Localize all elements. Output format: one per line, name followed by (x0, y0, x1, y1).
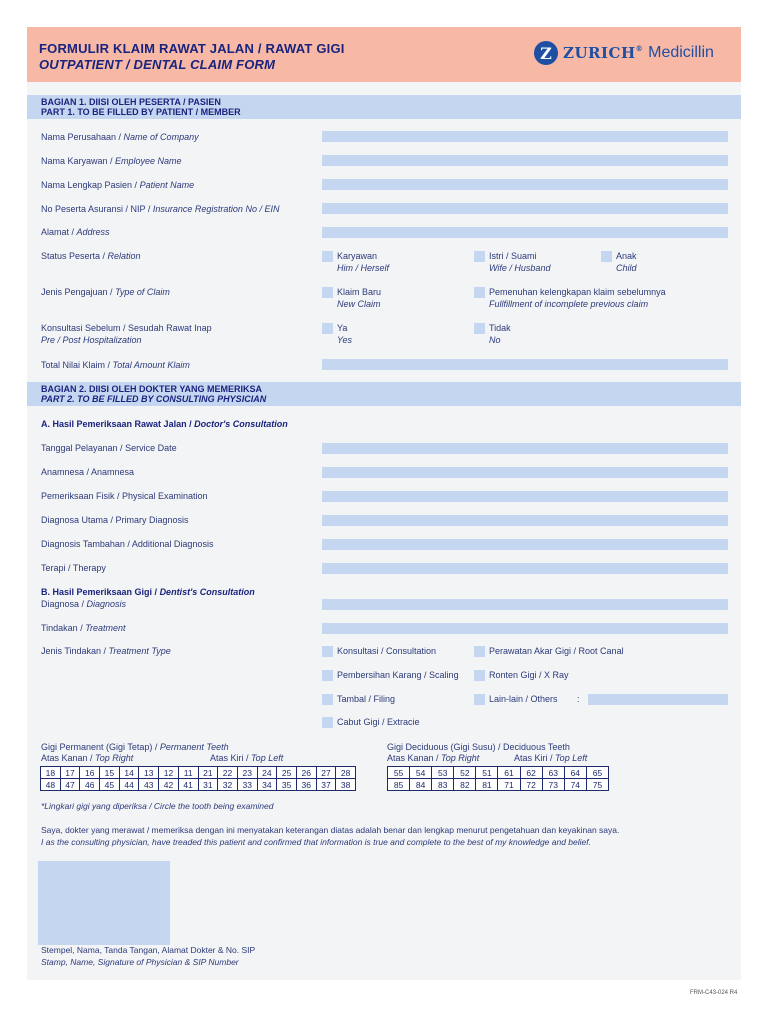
label-en: Top Right (95, 753, 134, 763)
option-id: Tidak (489, 323, 511, 333)
option-en: Fullfillment of incomplete previous claim (489, 299, 649, 309)
insurance-no-field[interactable] (322, 203, 728, 214)
therapy-field[interactable] (322, 563, 728, 574)
tooth-18[interactable]: 18 (41, 767, 61, 779)
tooth-62[interactable]: 62 (520, 767, 542, 779)
physical-exam-label: Pemeriksaan Fisik / Physical Examination (41, 491, 208, 501)
dentist-consultation-heading (41, 587, 255, 597)
label-id: No Peserta Asuransi / NIP / (41, 204, 153, 214)
scaling-label: Pembersihan Karang / Scaling (337, 670, 459, 680)
tooth-11[interactable]: 11 (178, 767, 198, 779)
filling-checkbox[interactable] (322, 694, 333, 705)
label-en: Treatment Type (108, 646, 171, 656)
tooth-22[interactable]: 22 (218, 767, 238, 779)
dental-diagnosis-field[interactable] (322, 599, 728, 610)
label-id: Atas Kiri / (210, 753, 252, 763)
tooth-16[interactable]: 16 (80, 767, 100, 779)
part1-title-en: PART 1. TO BE FILLED BY PATIENT / MEMBER (41, 107, 241, 117)
label-en: Pre / Post Hospitalization (41, 335, 142, 345)
label-id: Nama Perusahaan / (41, 132, 124, 142)
patient-name-field[interactable] (322, 179, 728, 190)
option-en: No (489, 335, 501, 345)
additional-diagnosis-label: Diagnosis Tambahan / Additional Diagnosis (41, 539, 214, 549)
claim-type-label (41, 287, 170, 297)
label-id: Tindakan / (41, 623, 86, 633)
option-en: Wife / Husband (489, 263, 551, 273)
service-date-field[interactable] (322, 443, 728, 454)
consultation-treatment-checkbox[interactable] (322, 646, 333, 657)
address-field[interactable] (322, 227, 728, 238)
physical-exam-field[interactable] (322, 491, 728, 502)
tooth-26[interactable]: 26 (296, 767, 316, 779)
tooth-45[interactable]: 45 (100, 779, 120, 791)
treatment-field[interactable] (322, 623, 728, 634)
deciduous-top-left-label (514, 753, 587, 763)
label-en: Top Left (555, 753, 588, 763)
tooth-46[interactable]: 46 (80, 779, 100, 791)
label-id: Total Nilai Klaim / (41, 360, 113, 370)
heading-en: Doctor's Consultation (194, 419, 288, 429)
label-id: Diagnosa / (41, 599, 87, 609)
part2-title-id: BAGIAN 2. DIISI OLEH DOKTER YANG MEMERIKSA (41, 384, 263, 394)
option-id: Ya (337, 323, 348, 333)
tooth-51[interactable]: 51 (476, 767, 498, 779)
label-en: Total Amount Klaim (112, 360, 190, 370)
stamp-signature-box[interactable] (38, 861, 170, 945)
doctor-consultation-heading (41, 419, 288, 429)
label-en: Address (76, 227, 110, 237)
consultation-yes-label (337, 322, 352, 346)
relation-employee-checkbox[interactable] (322, 251, 333, 262)
anamnesa-label: Anamnesa / Anamnesa (41, 467, 135, 477)
tooth-27[interactable]: 27 (316, 767, 336, 779)
tooth-38[interactable]: 38 (336, 779, 356, 791)
tooth-43[interactable]: 43 (139, 779, 159, 791)
label-en: Top Right (441, 753, 480, 763)
label-id: Jenis Tindakan / (41, 646, 109, 656)
others-checkbox[interactable] (474, 694, 485, 705)
tooth-23[interactable]: 23 (237, 767, 257, 779)
form-title-en: OUTPATIENT / DENTAL CLAIM FORM (39, 57, 276, 72)
others-label: Lain-lain / Others (489, 694, 558, 704)
new-claim-label (337, 286, 381, 310)
option-id: Anak (616, 251, 637, 261)
treatment-label (41, 623, 126, 633)
tooth-53[interactable]: 53 (432, 767, 454, 779)
tooth-25[interactable]: 25 (277, 767, 297, 779)
tooth-circle-note: *Lingkari gigi yang diperiksa / Circle the tooth being examined (41, 801, 274, 811)
form-code: FRM-C43-024 R4 (690, 990, 738, 996)
tooth-64[interactable]: 64 (564, 767, 586, 779)
tooth-74[interactable]: 74 (564, 779, 586, 791)
fulfillment-claim-checkbox[interactable] (474, 287, 485, 298)
primary-diagnosis-label: Diagnosa Utama / Primary Diagnosis (41, 515, 189, 525)
insurance-no-label (41, 204, 279, 214)
service-date-label: Tanggal Pelayanan / Service Date (41, 443, 177, 453)
relation-child-label (616, 250, 637, 274)
product-name: Medicillin (648, 44, 714, 61)
others-colon: : (577, 694, 580, 704)
zurich-logo (534, 39, 714, 67)
permanent-top-right-label (41, 753, 133, 763)
tooth-42[interactable]: 42 (159, 779, 179, 791)
claim-form-page (27, 27, 741, 980)
address-label (41, 227, 110, 237)
employee-name-label (41, 156, 182, 166)
tooth-34[interactable]: 34 (257, 779, 277, 791)
stamp-label-id: Stempel, Nama, Tanda Tangan, Alamat Dokter & No. SIP (41, 945, 256, 955)
heading-id: A. Hasil Pemeriksaan Rawat Jalan / (41, 419, 195, 429)
brand-text: ZURICH (563, 44, 636, 62)
extraction-label: Cabut Gigi / Extracie (337, 717, 420, 727)
part2-section-header (27, 382, 741, 406)
zurich-mark-icon: Z (534, 41, 558, 65)
option-id: Karyawan (337, 251, 378, 261)
tooth-63[interactable]: 63 (542, 767, 564, 779)
tooth-55[interactable]: 55 (388, 767, 410, 779)
option-en: New Claim (337, 299, 381, 309)
consultation-treatment-label: Konsultasi / Consultation (337, 646, 437, 656)
scaling-checkbox[interactable] (322, 670, 333, 681)
root-canal-checkbox[interactable] (474, 646, 485, 657)
label-en: Employee Name (115, 156, 182, 166)
relation-label (41, 251, 141, 261)
xray-label: Ronten Gigi / X Ray (489, 670, 569, 680)
permanent-upper-row (41, 767, 356, 779)
stamp-label-en: Stamp, Name, Signature of Physician & SIP Number (41, 957, 239, 967)
deciduous-upper-row (388, 767, 609, 779)
part1-title-id: BAGIAN 1. DIISI OLEH PESERTA / PASIEN (41, 97, 221, 107)
option-en: Child (616, 263, 637, 273)
tooth-17[interactable]: 17 (60, 767, 80, 779)
tooth-21[interactable]: 21 (198, 767, 218, 779)
option-id: Istri / Suami (489, 251, 537, 261)
others-field[interactable] (588, 694, 728, 705)
tooth-41[interactable]: 41 (178, 779, 198, 791)
heading-en: Dentist's Consultation (159, 587, 255, 597)
label-en: Relation (107, 251, 141, 261)
xray-checkbox[interactable] (474, 670, 485, 681)
option-id: Klaim Baru (337, 287, 382, 297)
tooth-44[interactable]: 44 (119, 779, 139, 791)
label-id: Nama Lengkap Pasien / (41, 180, 140, 190)
label-en: Type of Claim (115, 287, 170, 297)
label-id: Atas Kiri / (514, 753, 556, 763)
tooth-35[interactable]: 35 (277, 779, 297, 791)
root-canal-label: Perawatan Akar Gigi / Root Canal (489, 646, 624, 656)
tooth-73[interactable]: 73 (542, 779, 564, 791)
label-en: Top Left (251, 753, 284, 763)
therapy-label: Terapi / Therapy (41, 563, 106, 573)
tooth-61[interactable]: 61 (498, 767, 520, 779)
deciduous-teeth-chart (387, 766, 609, 791)
primary-diagnosis-field[interactable] (322, 515, 728, 526)
tooth-31[interactable]: 31 (198, 779, 218, 791)
tooth-14[interactable]: 14 (119, 767, 139, 779)
anamnesa-field[interactable] (322, 467, 728, 478)
part2-title-en: PART 2. TO BE FILLED BY CONSULTING PHYSICIAN (41, 394, 267, 404)
label-id: Alamat / (41, 227, 77, 237)
tooth-13[interactable]: 13 (139, 767, 159, 779)
tooth-33[interactable]: 33 (237, 779, 257, 791)
total-amount-label (41, 360, 190, 370)
new-claim-checkbox[interactable] (322, 287, 333, 298)
tooth-15[interactable]: 15 (100, 767, 120, 779)
fulfillment-claim-label (489, 286, 666, 310)
title-id: Gigi Permanent (Gigi Tetap) / (41, 742, 160, 752)
permanent-lower-row (41, 779, 356, 791)
tooth-28[interactable]: 28 (336, 767, 356, 779)
deciduous-teeth-title: Gigi Deciduous (Gigi Susu) / Deciduous Teeth (387, 742, 570, 752)
tooth-52[interactable]: 52 (454, 767, 476, 779)
consultation-no-checkbox[interactable] (474, 323, 485, 334)
label-id: Konsultasi Sebelum / Sesudah Rawat Inap (41, 323, 212, 333)
company-name-label (41, 132, 199, 142)
dental-diagnosis-label (41, 599, 126, 609)
tooth-72[interactable]: 72 (520, 779, 542, 791)
relation-child-checkbox[interactable] (601, 251, 612, 262)
option-en: Yes (337, 335, 353, 345)
label-id: Nama Karyawan / (41, 156, 116, 166)
part1-section-header (27, 95, 741, 119)
additional-diagnosis-field[interactable] (322, 539, 728, 550)
tooth-24[interactable]: 24 (257, 767, 277, 779)
label-en: Diagnosis (86, 599, 127, 609)
tooth-36[interactable]: 36 (296, 779, 316, 791)
tooth-32[interactable]: 32 (218, 779, 238, 791)
permanent-teeth-title (41, 742, 229, 752)
tooth-84[interactable]: 84 (410, 779, 432, 791)
heading-id: B. Hasil Pemeriksaan Gigi / (41, 587, 160, 597)
form-title-id: FORMULIR KLAIM RAWAT JALAN / RAWAT GIGI (39, 41, 345, 56)
declaration-id: Saya, dokter yang merawat / memeriksa dengan ini menyatakan keterangan diatas adalah benar dan lengkap menurut pengetahuan dan keyakinan saya. (41, 825, 620, 835)
form-header (27, 27, 741, 82)
tooth-48[interactable]: 48 (41, 779, 61, 791)
title-en: Permanent Teeth (159, 742, 229, 752)
tooth-83[interactable]: 83 (432, 779, 454, 791)
tooth-65[interactable]: 65 (586, 767, 608, 779)
option-en: Him / Herself (337, 263, 390, 273)
label-en: Patient Name (139, 180, 195, 190)
label-id: Atas Kanan / (387, 753, 442, 763)
permanent-teeth-chart (40, 766, 356, 791)
consultation-yes-checkbox[interactable] (322, 323, 333, 334)
label-en: Name of Company (123, 132, 199, 142)
tooth-47[interactable]: 47 (60, 779, 80, 791)
label-id: Atas Kanan / (41, 753, 96, 763)
registered-mark: ® (635, 44, 644, 53)
total-amount-field[interactable] (322, 359, 728, 370)
declaration-en: I as the consulting physician, have treaded this patient and confirmed that information is true and complete to the best of my knowledge and belief. (41, 837, 591, 847)
tooth-81[interactable]: 81 (476, 779, 498, 791)
pre-post-hospitalization-label (41, 322, 212, 346)
label-id: Jenis Pengajuan / (41, 287, 116, 297)
relation-spouse-label (489, 250, 550, 274)
tooth-82[interactable]: 82 (454, 779, 476, 791)
relation-employee-label (337, 250, 389, 274)
tooth-54[interactable]: 54 (410, 767, 432, 779)
option-id: Pemenuhan kelengkapan klaim sebelumnya (489, 287, 666, 297)
extraction-checkbox[interactable] (322, 717, 333, 728)
label-en: Treatment (85, 623, 126, 633)
tooth-12[interactable]: 12 (159, 767, 179, 779)
label-en: Insurance Registration No / EIN (152, 204, 280, 214)
tooth-71[interactable]: 71 (498, 779, 520, 791)
tooth-75[interactable]: 75 (586, 779, 608, 791)
company-name-field[interactable] (322, 131, 728, 142)
brand-name (563, 44, 643, 62)
relation-spouse-checkbox[interactable] (474, 251, 485, 262)
permanent-top-left-label (210, 753, 283, 763)
label-id: Status Peserta / (41, 251, 108, 261)
patient-name-label (41, 180, 194, 190)
filling-label: Tambal / Filing (337, 694, 396, 704)
consultation-no-label (489, 322, 511, 346)
deciduous-top-right-label (387, 753, 479, 763)
employee-name-field[interactable] (322, 155, 728, 166)
deciduous-lower-row (388, 779, 609, 791)
tooth-85[interactable]: 85 (388, 779, 410, 791)
treatment-type-label (41, 646, 171, 656)
tooth-37[interactable]: 37 (316, 779, 336, 791)
